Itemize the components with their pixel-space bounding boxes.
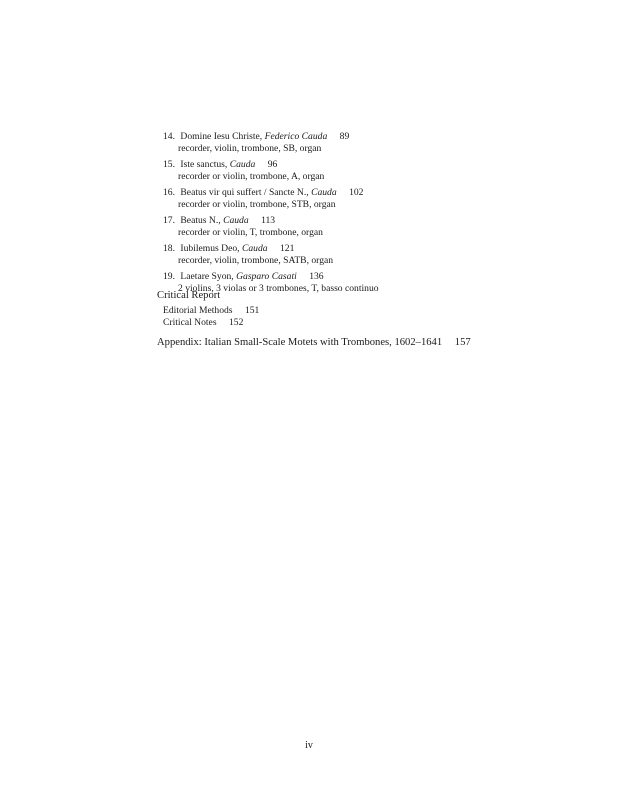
appendix-label: Appendix: Italian Small-Scale Motets with Trombones, 1602–1641 — [157, 337, 443, 348]
page-folio: iv — [305, 740, 313, 751]
critical-report-heading: Critical Report — [157, 290, 221, 301]
entry-title: Iste sanctus, — [180, 158, 228, 170]
contents-entry-14 — [163, 131, 583, 155]
contents-entry-19 — [163, 271, 583, 295]
entry-number: 15. — [163, 158, 175, 170]
entry-title: Iubilemus Deo, — [180, 242, 240, 254]
entry-scoring: recorder, violin, trombone, SB, organ — [178, 143, 322, 155]
entry-page-number: 102 — [349, 186, 364, 198]
entry-composer: Cauda — [223, 214, 249, 226]
entry-scoring: recorder or violin, trombone, STB, organ — [178, 199, 336, 211]
entry-number: 18. — [163, 242, 175, 254]
report-item-page: 151 — [244, 305, 260, 316]
entry-page-number: 121 — [279, 242, 295, 254]
entry-title: Beatus N., — [180, 214, 221, 226]
entry-page-number: 113 — [261, 214, 276, 226]
report-item — [163, 317, 259, 329]
appendix-page: 157 — [454, 337, 471, 348]
entry-number: 14. — [163, 131, 175, 142]
report-item — [163, 305, 259, 317]
contents-entry-17 — [163, 215, 583, 239]
entry-page-number: 89 — [339, 131, 350, 142]
entry-number: 19. — [163, 270, 175, 282]
contents-entry-16 — [163, 187, 583, 211]
appendix-entry — [157, 337, 471, 348]
entry-composer: Gasparo Casati — [236, 270, 297, 282]
contents-entries — [163, 131, 583, 298]
entry-scoring: recorder or violin, T, trombone, organ — [178, 226, 323, 238]
report-item-label: Editorial Methods — [163, 305, 233, 316]
entry-composer: Cauda — [311, 186, 337, 198]
entry-scoring: 2 violins, 3 violas or 3 trombones, T, basso continuo — [178, 282, 379, 294]
entry-title: Laetare Syon, — [180, 270, 234, 282]
entry-composer: Cauda — [241, 242, 268, 254]
entry-scoring: recorder or violin, trombone, A, organ — [178, 171, 325, 183]
entry-scoring: recorder, violin, trombone, SATB, organ — [178, 254, 334, 266]
contents-entry-18 — [163, 243, 583, 267]
entry-number: 16. — [163, 186, 175, 198]
entry-page-number: 96 — [267, 158, 278, 170]
report-item-page: 152 — [228, 317, 244, 329]
entry-title: Beatus vir qui suffert / Sancte N., — [180, 186, 309, 198]
entry-page-number: 136 — [309, 270, 324, 282]
entry-composer: Federico Cauda — [264, 131, 328, 142]
contents-entry-15 — [163, 159, 583, 183]
entry-composer: Cauda — [229, 158, 256, 170]
entry-title: Domine Iesu Christe, — [180, 131, 263, 142]
report-item-label: Critical Notes — [163, 317, 217, 329]
critical-report-items — [163, 305, 259, 330]
entry-number: 17. — [163, 214, 175, 226]
